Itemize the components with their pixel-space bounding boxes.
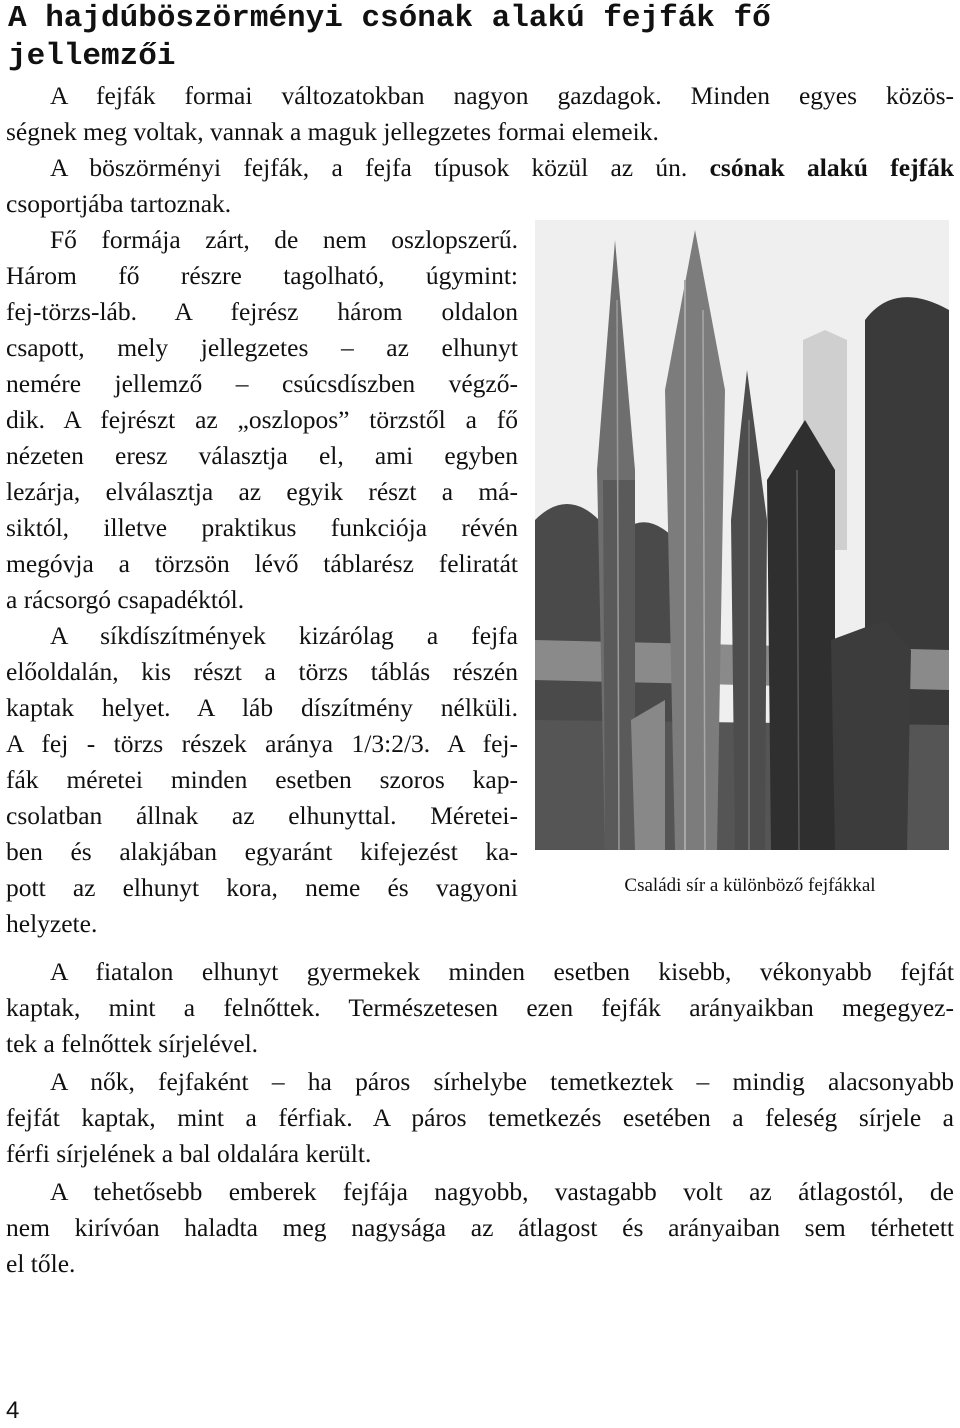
paragraph-7-line: nem kirívóan haladta meg nagysága az átlagost és arányaiban sem térhetett: [6, 1213, 954, 1242]
paragraph-4-line: A fej - törzs részek aránya 1/3:2/3. A fej-: [6, 729, 518, 758]
paragraph-2-text: A böszörményi fejfák, a fejfa típusok közül az ún.: [50, 153, 688, 182]
paragraph-1-line-1: A fejfák formai változatokban nagyon gazdagok. Minden egyes közös-: [50, 81, 954, 110]
paragraph-3-line: a rácsorgó csapadéktól.: [6, 585, 245, 614]
paragraph-4-line: ben és alakjában egyaránt kifejezést ka-: [6, 837, 518, 866]
paragraph-4-line: előoldalán, kis részt a törzs táblás részén: [6, 657, 518, 686]
paragraph-3-line: nézeten eresz választja el, ami egyben: [6, 441, 518, 470]
paragraph-6-line: fejfát kaptak, mint a férfiak. A páros temetkezés esetében a feleség sírjele a: [6, 1103, 954, 1132]
page-title: A hajdúböszörményi csónak alakú fejfák fő jellemzői: [8, 1, 771, 74]
grave-markers-photo: [535, 220, 949, 850]
paragraph-4-line: kaptak helyet. A láb díszítmény nélküli.: [6, 693, 518, 722]
paragraph-6-line: férfi sírjelének a bal oldalára került.: [6, 1139, 372, 1168]
carved-wooden-grave-markers-photo-icon: [535, 220, 949, 850]
paragraph-5-line: kaptak, mint a felnőttek. Természetesen ezen fejfák arányaikban megegyez-: [6, 993, 954, 1022]
paragraph-3-line: csapott, mely jellegzetes – az elhunyt: [6, 333, 518, 362]
page-number: 4: [6, 1397, 20, 1424]
paragraph-5-line: A fiatalon elhunyt gyermekek minden esetben kisebb, vékonyabb fejfát: [50, 957, 954, 986]
paragraph-3-line: nemére jellemző – csúcsdíszben végző-: [6, 369, 518, 398]
paragraph-2-line-2: csoportjába tartoznak.: [6, 189, 232, 218]
paragraph-2-bold-term: csónak alakú fejfák: [709, 153, 955, 182]
paragraph-2-line-1: [6, 150, 954, 186]
paragraph-4-line: helyzete.: [6, 909, 98, 938]
paragraph-6-line: A nők, fejfaként – ha páros sírhelybe temetkeztek – mindig alacsonyabb: [50, 1067, 954, 1096]
paragraph-4-line: A síkdíszítmények kizárólag a fejfa: [50, 621, 518, 650]
paragraph-5-line: tek a felnőttek sírjelével.: [6, 1029, 259, 1058]
paragraph-7-line: A tehetősebb emberek fejfája nagyobb, vastagabb volt az átlagostól, de: [50, 1177, 954, 1206]
paragraph-3-line: fej-törzs-láb. A fejrész három oldalon: [6, 297, 518, 326]
paragraph-3-line: megóvja a törzsön lévő táblarész feliratát: [6, 549, 518, 578]
photo-caption: Családi sír a különböző fejfákkal: [624, 875, 876, 896]
paragraph-4-line: pott az elhunyt kora, neme és vagyoni: [6, 873, 518, 902]
paragraph-1-line-2: ségnek meg voltak, vannak a maguk jellegzetes formai elemeik.: [6, 117, 659, 146]
paragraph-7-line: el tőle.: [6, 1249, 76, 1278]
paragraph-4-line: csolatban állnak az elhunyttal. Méretei-: [6, 801, 518, 830]
paragraph-3-line: dik. A fejrészt az „oszlopos” törzstől a fő: [6, 405, 518, 434]
paragraph-3-line: lezárja, elválasztja az egyik részt a má-: [6, 477, 518, 506]
paragraph-3-line: siktól, illetve praktikus funkciója révén: [6, 513, 518, 542]
paragraph-3-line: Három fő részre tagolható, úgymint:: [6, 261, 518, 290]
paragraph-3-line: Fő formája zárt, de nem oszlopszerű.: [50, 225, 518, 254]
paragraph-4-line: fák méretei minden esetben szoros kap-: [6, 765, 518, 794]
